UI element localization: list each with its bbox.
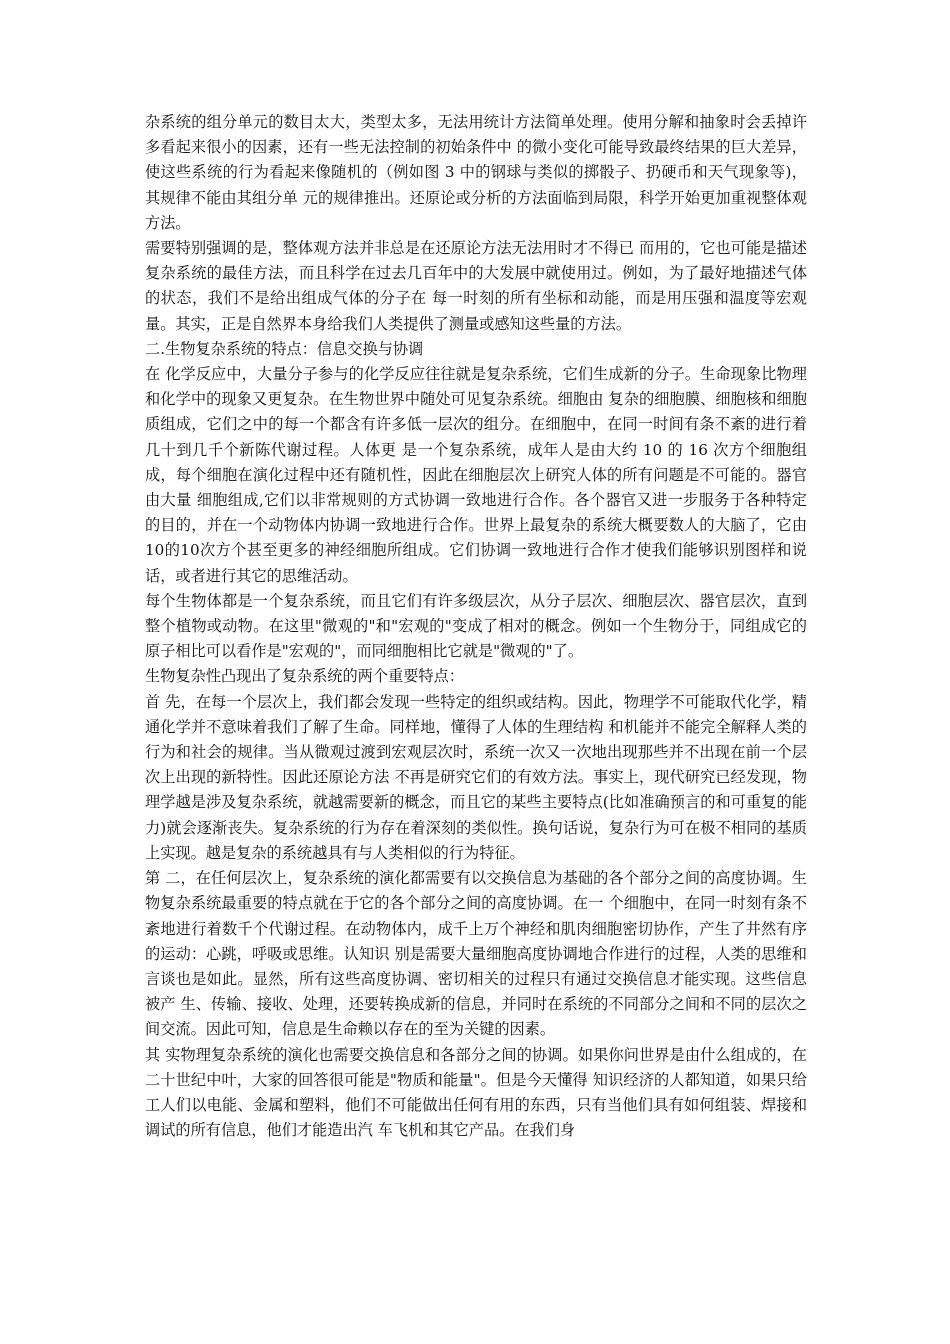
paragraph-chemical-biological-systems: 在 化学反应中，大量分子参与的化学反应往往就是复杂系统，它们生成新的分子。生命现象比物理和化学中的现象又更复杂。在生物世界中随处可见复杂系统。细胞由 复杂的细胞膜、细胞核和细胞质组成，它们之中的每一个都含有许多低一层次的组分。在细胞中，在同一时间有条不紊的进行着几十到几千个新陈代谢过程。人体更 是一个复杂系统，成年人是由大约 10 的 16 次方个细胞组成，每个细胞在演化过程中还有随机性，因此在细胞层次上研究人体的所有问题是不可能的。器官由大量 细胞组成,它们以非常规则的方式协调一致地进行合作。各个器官又进一步服务于各种特定的目的，并在一个动物体内协调一致地进行合作。世界上最复杂的系统大概要数人的大脑了，它由10的10次方个甚至更多的神经细胞所组成。它们协调一致地进行合作才使我们能够识别图样和说话，或者进行其它的思维活动。 xyxy=(145,365,807,585)
paragraph-organism-levels: 每个生物体都是一个复杂系统，而且它们有许多级层次，从分子层次、细胞层次、器官层次，直到整个植物或动物。在这里"微观的"和"宏观的"变成了相对的概念。例如一个生物分于，同组成它的原子相比可以看作是"宏观的"，而同细胞相比它就是"微观的"了。 xyxy=(145,591,807,661)
paragraph-reductionism-limits: 杂系统的组分单元的数目太大，类型太多，无法用统计方法简单处理。使用分解和抽象时会丢掉许多看起来很小的因素，还有一些无法控制的初始条件中 的微小变化可能导致最终结果的巨大差异，使这些系统的行为看起来像随机的（例如图 3 中的钢球与类似的掷骰子、扔硬币和天气现象等)，其规律不能由其组分单 元的规律推出。还原论或分析的方法面临到局限，科学开始更加重视整体观方法。 xyxy=(145,113,807,232)
text-column xyxy=(145,110,807,1143)
paragraph-second-feature: 第 二，在任何层次上，复杂系统的演化都需要有以交换信息为基础的各个部分之间的高度协调。生物复杂系统最重要的特点就在于它的各个部分之间的高度协调。在一 个细胞中，在同一时刻有条不紊地进行着数千个代谢过程。在动物体内，成千上万个神经和肌肉细胞密切协作，产生了井然有序的运动：心跳，呼吸或思维。认知识 别是需要大量细胞高度协调地合作进行的过程，人类的思维和言谈也是如此。显然，所有这些高度协调、密切相关的过程只有通过交换信息才能实现。这些信息被产 生、传输、接收、处理，还要转换成新的信息，并同时在系统的不同部分之间和不同的层次之间交流。因此可知，信息是生命赖以存在的至为关键的因素。 xyxy=(145,869,807,1039)
paragraph-first-feature: 首 先，在每一个层次上，我们都会发现一些特定的组织或结构。因此，物理学不可能取代化学，精通化学并不意味着我们了解了生命。同样地，懂得了人体的生理结构 和机能并不能完全解释人类的行为和社会的规律。当从微观过渡到宏观层次时，系统一次又一次地出现那些并不出现在前一个层次上出现的新特性。因此还原论方法 不再是研究它们的有效方法。事实上，现代研究已经发现，物理学越是涉及复杂系统，就越需要新的概念，而且它的某些主要特点(比如准确预言的和可重复的能 力)就会逐渐丧失。复杂系统的行为存在着深刻的类似性。换句话说，复杂行为可在极不相同的基质上实现。越是复杂的系统越具有与人类相似的行为特征。 xyxy=(145,692,807,862)
section-heading: 二.生物复杂系统的特点：信息交换与协调 xyxy=(145,339,424,358)
paragraph-two-features-intro: 生物复杂性凸现出了复杂系统的两个重要特点： xyxy=(145,667,464,686)
paragraph-physical-systems-information: 其 实物理复杂系统的演化也需要交换信息和各部分之间的协调。如果你问世界是由什么组成的，在二十世纪中叶，大家的回答很可能是"物质和能量"。但是今天懂得 知识经济的人都知道，如果只给工人们以电能、金属和塑料，他们不可能做出任何有用的东西，只有当他们具有如何组装、焊接和调试的所有信息，他们才能造出汽 车飞机和其它产品。在我们身 xyxy=(145,1045,807,1140)
paragraph-holism-emphasis: 需要特别强调的是，整体观方法并非总是在还原论方法无法用时才不得已 而用的，它也可能是描述复杂系统的最佳方法，而且科学在过去几百年中的大发展中就使用过。例如，为了最好地描述气体的状态，我们不是给出组成气体的分子在 每一时刻的所有坐标和动能，而是用压强和温度等宏观量。其实，正是自然界本身给我们人类提供了测量或感知这些量的方法。 xyxy=(145,239,807,333)
